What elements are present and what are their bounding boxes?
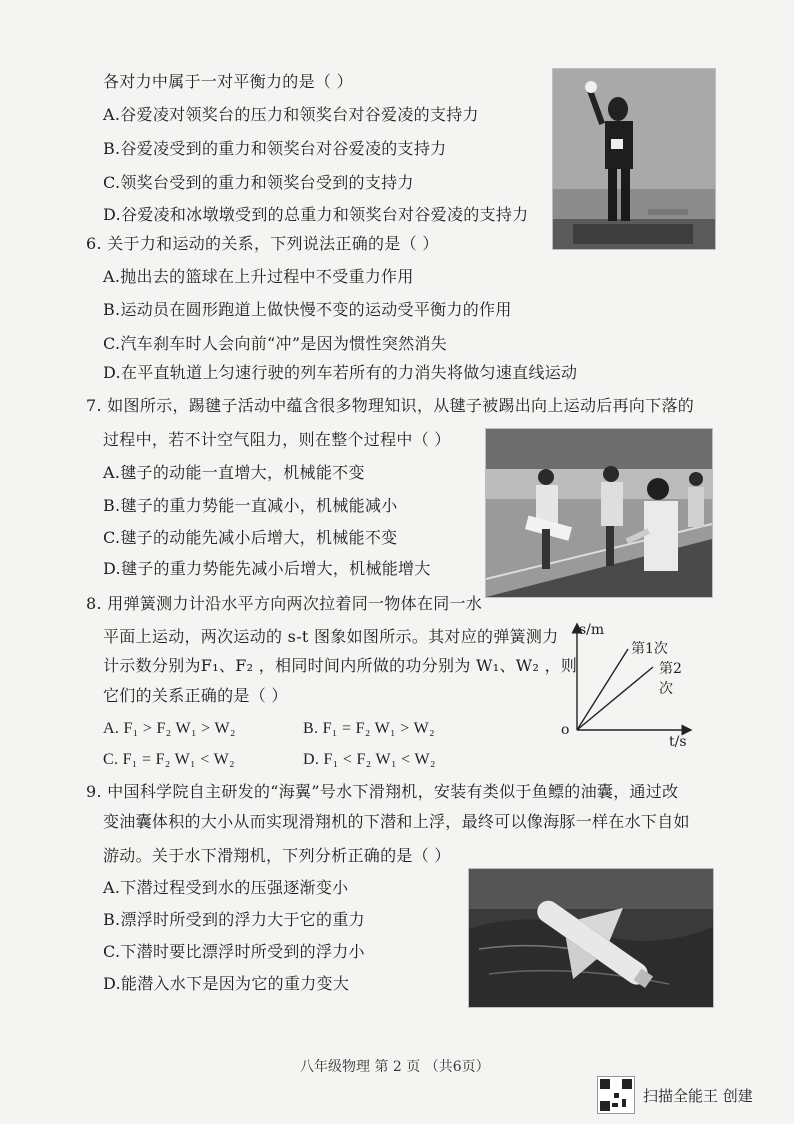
q9-option-d: D.能潜入水下是因为它的重力变大 <box>103 974 350 993</box>
line-series-2 <box>577 667 653 730</box>
q8-option-a: A. F₁ > F₂ W₁ > W₂ <box>103 720 236 737</box>
q7-option-b: B.毽子的重力势能一直减小，机械能减小 <box>103 496 398 515</box>
origin-label: o <box>561 722 570 738</box>
q5-option-b: B.谷爱凌受到的重力和领奖台对谷爱凌的支持力 <box>103 139 447 158</box>
q5-stem: 各对力中属于一对平衡力的是（ ） <box>103 72 353 91</box>
q8-stem-line3: 计示数分别为F₁、F₂ ，相同时间内所做的功分别为 W₁、W₂ ，则 <box>103 656 578 675</box>
q8-stem-line4: 它们的关系正确的是（ ） <box>103 686 288 705</box>
q5-option-a: A.谷爱凌对领奖台的压力和领奖台对谷爱凌的支持力 <box>103 105 479 124</box>
q8-stem-line2: 平面上运动，两次运动的 s-t 图象如图所示。其对应的弹簧测力 <box>103 627 559 646</box>
q8-stem-line1: 8. 用弹簧测力计沿水平方向两次拉着同一物体在同一水 <box>86 594 483 613</box>
qr-code-icon <box>597 1076 635 1114</box>
scanner-watermark <box>597 1076 753 1114</box>
y-axis-label: s/m <box>579 622 605 638</box>
q6-option-a: A.抛出去的篮球在上升过程中不受重力作用 <box>103 267 414 286</box>
q6-option-b: B.运动员在圆形跑道上做快慢不变的运动受平衡力的作用 <box>103 300 512 319</box>
q6-option-d: D.在平直轨道上匀速行驶的列车若所有的力消失将做匀速直线运动 <box>103 363 578 382</box>
q9-option-a: A.下潜过程受到水的压强逐渐变小 <box>103 878 349 897</box>
page-footer: 八年级物理 第 2 页 （共6页） <box>300 1059 490 1075</box>
q5-option-d: D.谷爱凌和冰墩墩受到的总重力和领奖台对谷爱凌的支持力 <box>103 205 529 224</box>
q8-option-c: C. F₁ = F₂ W₁ < W₂ <box>103 751 235 768</box>
q6-option-c: C.汽车刹车时人会向前“冲”是因为惯性突然消失 <box>103 334 448 353</box>
q7-option-d: D.毽子的重力势能先减小后增大，机械能增大 <box>103 559 431 578</box>
underwater-glider-photo <box>468 868 714 1008</box>
q7-option-c: C.毽子的动能先减小后增大，机械能不变 <box>103 528 398 547</box>
q6-stem: 6. 关于力和运动的关系，下列说法正确的是（ ） <box>86 234 439 253</box>
watermark-text: 扫描全能王 创建 <box>643 1086 753 1105</box>
s-t-graph <box>555 622 695 772</box>
q9-stem-line2: 变油囊体积的大小从而实现滑翔机的下潜和上浮，最终可以像海豚一样在水下自如 <box>103 812 690 831</box>
q9-option-b: B.漂浮时所受到的浮力大于它的重力 <box>103 910 365 929</box>
q7-stem-line1: 7. 如图所示，踢毽子活动中蕴含很多物理知识，从毽子被踢出向上运动后再向下落的 <box>86 396 695 415</box>
line-series-1 <box>577 649 628 730</box>
q9-option-c: C.下潜时要比漂浮时所受到的浮力小 <box>103 942 365 961</box>
q7-option-a: A.毽子的动能一直增大，机械能不变 <box>103 463 365 482</box>
q5-option-c: C.领奖台受到的重力和领奖台受到的支持力 <box>103 173 414 192</box>
shuttlecock-kicking-photo <box>485 428 713 598</box>
series-1-label: 第1次 <box>631 641 668 657</box>
q8-option-d: D. F₁ < F₂ W₁ < W₂ <box>303 751 436 768</box>
q8-option-b: B. F₁ = F₂ W₁ > W₂ <box>303 720 435 737</box>
x-axis-label: t/s <box>669 734 687 750</box>
athlete-podium-photo <box>552 68 716 250</box>
q7-stem-line2: 过程中，若不计空气阻力，则在整个过程中（ ） <box>103 430 451 449</box>
q9-stem-line3: 游动。关于水下滑翔机，下列分析正确的是（ ） <box>103 846 451 865</box>
series-2-label: 第2次 <box>659 661 682 697</box>
q9-stem-line1: 9. 中国科学院自主研发的“海翼”号水下滑翔机，安装有类似于鱼鳔的油囊，通过改 <box>86 782 679 801</box>
